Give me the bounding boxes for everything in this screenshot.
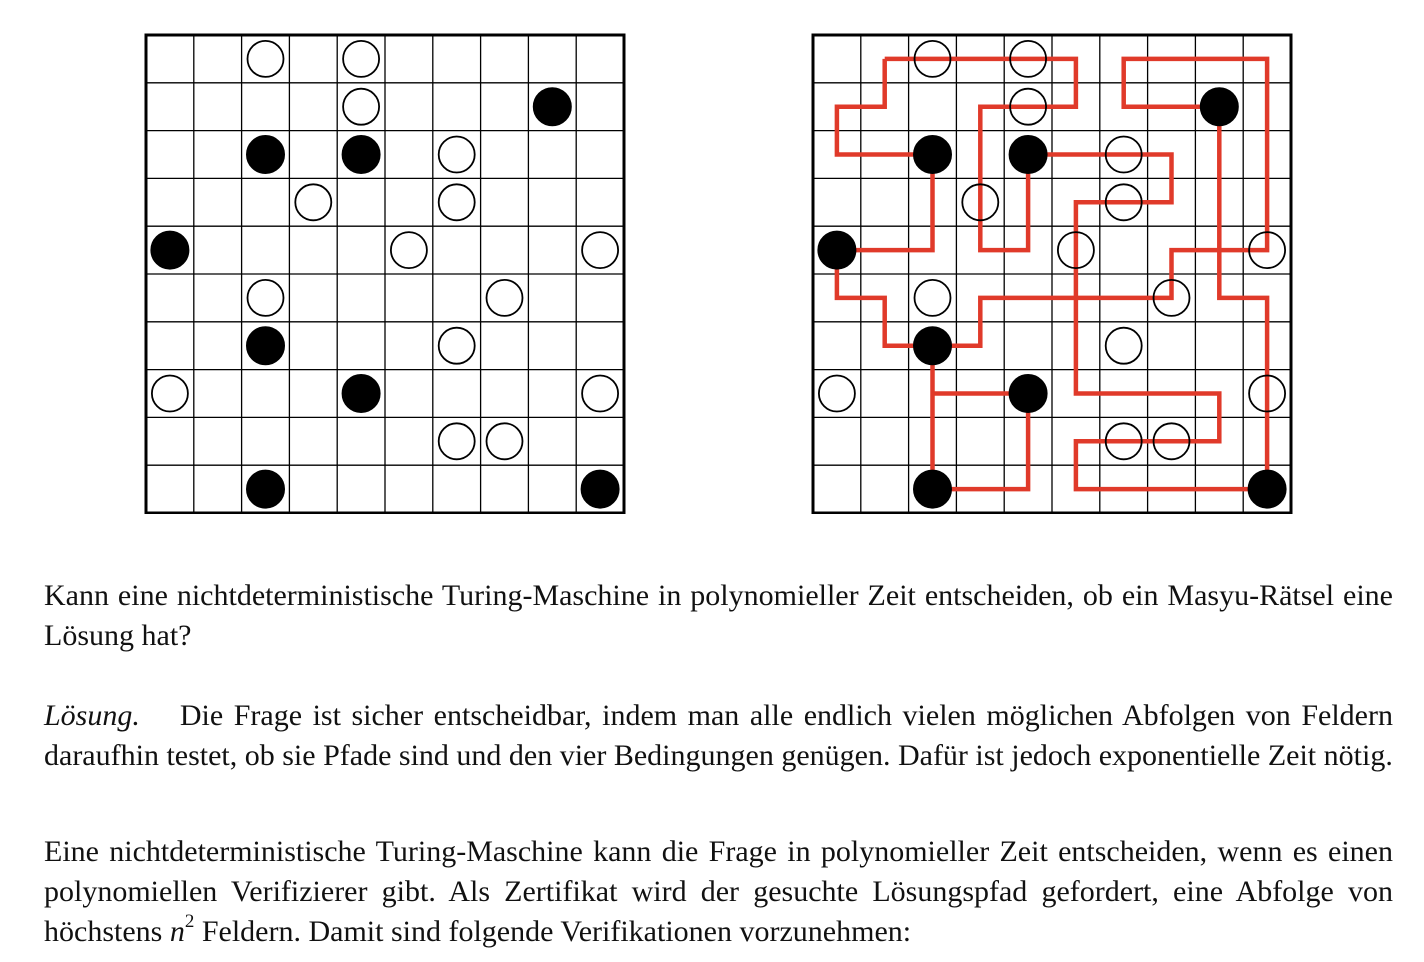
solution-text-2a: Eine nichtdeterministische Turing-Maschine kann die Frage in polynomieller Zeit entscheiden, wenn es einen polynomiellen Verifizierer gibt. Als Zertifikat wird der gesuchte Lösungspfad gefordert, eine Abfolge von höchstens	[44, 835, 1393, 948]
white-pearl	[343, 41, 379, 77]
math-exponent: 2	[184, 911, 195, 932]
black-pearl	[1009, 136, 1047, 174]
solution-paragraph-1	[44, 696, 1393, 776]
black-pearl	[151, 231, 189, 269]
puzzle-grid-svg	[144, 33, 626, 514]
black-pearl	[1200, 88, 1238, 126]
black-pearl	[247, 327, 285, 365]
black-pearl	[342, 375, 380, 413]
white-pearl	[343, 89, 379, 125]
black-pearl	[1009, 375, 1047, 413]
white-pearl	[819, 376, 855, 412]
white-pearl	[915, 280, 951, 316]
black-pearl	[818, 231, 856, 269]
white-pearl	[439, 328, 475, 364]
solution-paragraph-2	[44, 832, 1393, 952]
black-pearl	[342, 136, 380, 174]
white-pearl	[582, 232, 618, 268]
solution-label: Lösung.	[44, 699, 140, 732]
black-pearl	[247, 136, 285, 174]
white-pearl	[152, 376, 188, 412]
white-pearl	[487, 423, 523, 459]
black-pearl	[247, 470, 285, 508]
white-pearl	[248, 41, 284, 77]
white-pearl	[487, 280, 523, 316]
question-paragraph	[44, 576, 1393, 656]
masyu-solution-grid	[811, 33, 1293, 514]
white-pearl	[582, 376, 618, 412]
black-pearl	[914, 327, 952, 365]
solution-text-1: Die Frage ist sicher entscheidbar, indem man alle endlich vielen möglichen Abfolgen von Feldern daraufhin testet, ob sie Pfade sind und den vier Bedingungen genügen. Dafür ist jedoch exponentielle Zeit nötig.	[44, 699, 1393, 772]
white-pearl	[295, 184, 331, 220]
white-pearl	[439, 423, 475, 459]
white-pearl	[439, 137, 475, 173]
black-pearl	[914, 136, 952, 174]
black-pearl	[533, 88, 571, 126]
black-pearl	[581, 470, 619, 508]
black-pearl	[1248, 470, 1286, 508]
question-text: Kann eine nichtdeterministische Turing-Maschine in polynomieller Zeit entscheiden, ob ein Masyu-Rätsel eine Lösung hat?	[44, 579, 1393, 652]
white-pearl	[439, 184, 475, 220]
black-pearl	[914, 470, 952, 508]
masyu-puzzle-grid	[144, 33, 626, 514]
solution-grid-svg	[811, 33, 1293, 514]
white-pearl	[248, 280, 284, 316]
solution-text-2b: Feldern. Damit sind folgende Verifikationen vorzunehmen:	[201, 915, 912, 948]
white-pearl	[1106, 328, 1142, 364]
math-variable-n: n	[169, 915, 185, 948]
white-pearl	[391, 232, 427, 268]
